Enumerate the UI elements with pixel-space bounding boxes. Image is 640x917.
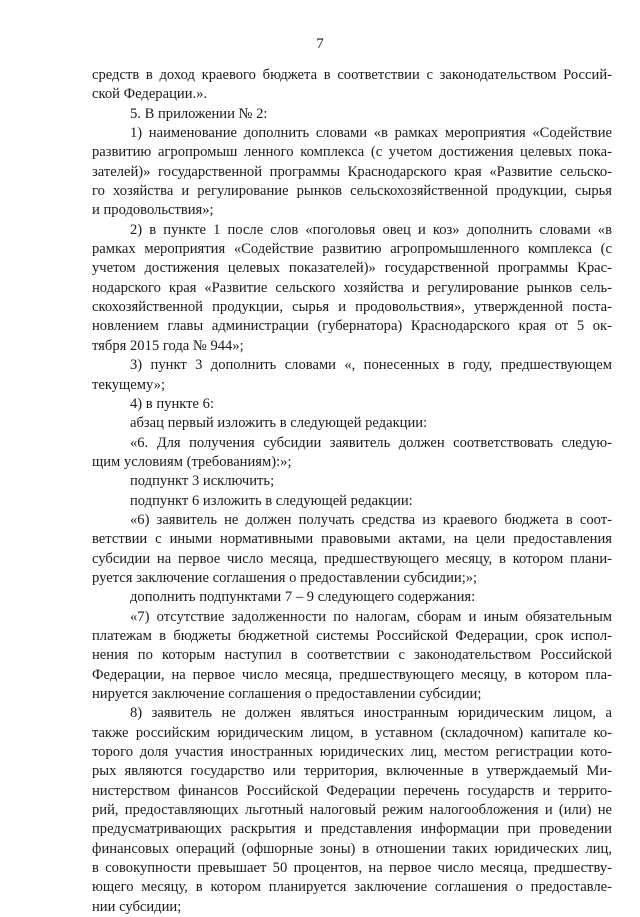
text-line: щим условиям (требованиям):»; [92, 453, 292, 470]
text-line: 3) пункт 3 дополнить словами «, понесенных в году, предшествующем [130, 357, 612, 374]
page-number: 7 [316, 36, 324, 52]
text-line: и продовольствия»; [92, 202, 214, 219]
text-line: предусматривающих раскрытия и представления информации при проведении [92, 821, 612, 838]
text-line: 2) в пункте 1 после слов «поголовья овец и коз» дополнить словами «в [130, 221, 612, 238]
text-line: 5. В приложении № 2: [130, 105, 268, 122]
text-line: го хозяйства и регулирование рынков сельскохозяйственной продукции, сырья [92, 183, 612, 200]
text-line: рий, предоставляющих льготный налоговый режим налогообложения и (или) не [92, 802, 612, 819]
text-line: платежам в бюджеты бюджетной системы Российской Федерации, срок испол- [92, 627, 612, 644]
text-line: также российским юридическим лицом, в уставном (складочном) капитале ко- [92, 724, 612, 741]
text-line: в совокупности превышает 50 процентов, на первое число месяца, предшеству- [92, 860, 612, 877]
text-line: нии субсидии; [92, 898, 182, 915]
text-line: развитию агропромыш ленного комплекса (с учетом достижения целевых пока- [92, 144, 612, 161]
text-line: дополнить подпунктами 7 – 9 следующего содержания: [130, 589, 476, 606]
text-line: руется заключение соглашения о предоставлении субсидии;»; [92, 569, 478, 586]
text-line: Федерации, на первое число месяца, предшествующего месяцу, в котором пла- [92, 666, 612, 683]
text-line: ющего месяцу, в котором планируется заключение соглашения о предоставле- [92, 879, 612, 896]
text-line: подпункт 6 изложить в следующей редакции: [130, 492, 413, 509]
text-line: ветствии с иными нормативными правовыми актами, на цели предоставления [92, 531, 612, 548]
text-line: 1) наименование дополнить словами «в рамках мероприятия «Содействие [130, 125, 612, 142]
text-line: «6) заявитель не должен получать средства из краевого бюджета в соот- [130, 511, 612, 528]
text-line: торого доля участия иностранных юридических лиц, местом регистрации кото- [92, 744, 612, 761]
text-line: учетом достижения целевых показателей)» государственной программы Крас- [92, 260, 612, 277]
text-line: финансовых операций (офшорные зоны) в отношении таких юридических лиц, [92, 840, 612, 857]
text-line: субсидии на первое число месяца, предшествующего месяцу, в котором плани- [92, 550, 612, 567]
text-line: зателей)» государственной программы Краснодарского края «Развитие сельско- [92, 163, 612, 180]
text-line: нодарского края «Развитие сельского хозяйства и регулирование рынков сель- [92, 279, 612, 296]
text-line: нистерством финансов Российской Федерации перечень государств и террито- [92, 782, 612, 799]
text-line: ской Федерации.». [92, 86, 208, 103]
text-line: новлением главы администрации (губернатора) Краснодарского края от 5 ок- [92, 318, 612, 335]
text-line: «7) отсутствие задолженности по налогам, сборам и иным обязательным [130, 608, 612, 625]
text-line: рых являются государство или территория, включенные в утверждаемый Ми- [92, 763, 612, 780]
text-line: скохозяйственной продукции, сырья и продовольствия», утвержденной поста- [92, 299, 612, 316]
text-line: «6. Для получения субсидии заявитель должен соответствовать следую- [130, 434, 612, 451]
document-body [92, 66, 612, 917]
text-line: средств в доход краевого бюджета в соответствии с законодательством Россий- [92, 67, 612, 83]
text-line: абзац первый изложить в следующей редакции: [130, 415, 428, 432]
text-line: рамках мероприятия «Содействие развитию агропромышленного комплекса (с [92, 241, 612, 258]
text-line: нируется заключение соглашения о предоставлении субсидии; [92, 686, 482, 702]
text-line: тября 2015 года № 944»; [92, 337, 244, 354]
text-line: 4) в пункте 6: [130, 395, 215, 412]
text-line: подпункт 3 исключить; [130, 473, 275, 490]
text-line: текущему»; [92, 376, 165, 393]
text-line: 8) заявитель не должен являться иностранным юридическим лицом, а [130, 705, 612, 722]
text-line: нения по которым наступил в соответствии с законодательством Российской [92, 647, 612, 664]
